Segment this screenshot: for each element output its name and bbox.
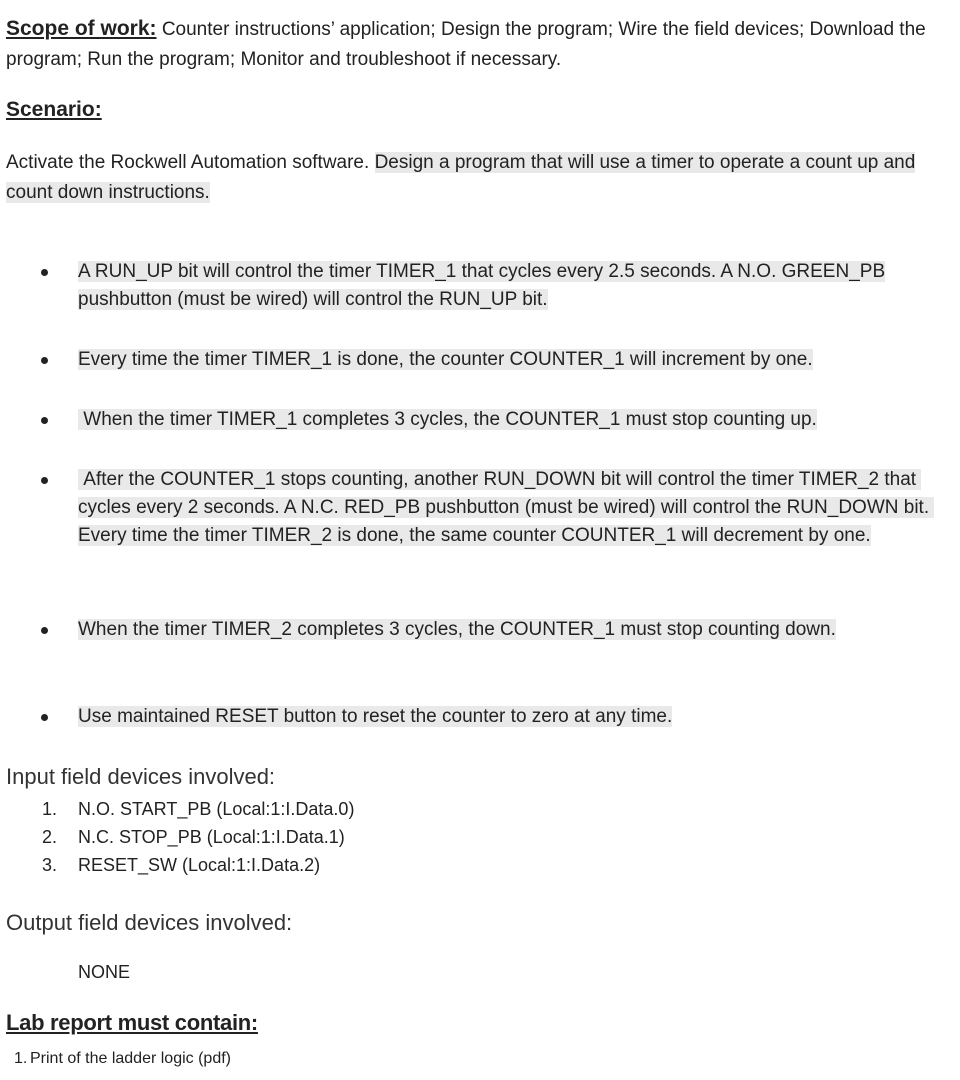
list-item: Use maintained RESET button to reset the counter to zero at any time. bbox=[34, 703, 960, 731]
bullet-icon bbox=[41, 357, 48, 364]
list-item: When the timer TIMER_1 completes 3 cycles, the COUNTER_1 must stop counting up. bbox=[34, 406, 960, 434]
lab-report-heading: Lab report must contain: bbox=[6, 1010, 258, 1035]
list-item: 2. N.C. STOP_PB (Local:1:I.Data.1) bbox=[42, 827, 345, 847]
scope-of-work bbox=[6, 14, 951, 75]
bullet-icon bbox=[41, 714, 48, 721]
intro-plain-text: Activate the Rockwell Automation software. bbox=[6, 152, 375, 173]
list-item: After the COUNTER_1 stops counting, another RUN_DOWN bit will control the timer TIMER_2 that cycles every 2 seconds. A N.C. RED_PB pushbutton (must be wired) will control the RUN_DOWN bit. Every time the timer TIMER_2 is done, the same counter COUNTER_1 will decrement by one. bbox=[34, 466, 960, 550]
bullet-icon bbox=[41, 269, 48, 276]
scope-text: Counter instructions’ application; Design the program; Wire the field devices; Download the program; Run the program; Monitor and troubleshoot if necessary. bbox=[6, 19, 926, 70]
scenario-intro bbox=[6, 148, 951, 208]
list-item: When the timer TIMER_2 completes 3 cycles, the COUNTER_1 must stop counting down. bbox=[34, 616, 960, 644]
bullet-icon bbox=[41, 417, 48, 424]
scenario-heading: Scenario: bbox=[6, 98, 102, 121]
bullet-icon bbox=[41, 477, 48, 484]
list-item: 1. N.O. START_PB (Local:1:I.Data.0) bbox=[42, 799, 355, 819]
input-devices-list bbox=[42, 795, 354, 879]
bullet-icon bbox=[41, 627, 48, 634]
list-item: 1. Print of the ladder logic (pdf) bbox=[14, 1050, 231, 1067]
list-item: 3. RESET_SW (Local:1:I.Data.2) bbox=[42, 855, 321, 875]
input-devices-heading: Input field devices involved: bbox=[6, 764, 276, 789]
scope-heading: Scope of work: bbox=[6, 17, 157, 40]
intro-highlight-text: Design a program that will use a timer to operate a count up and count down instructions. bbox=[6, 152, 916, 203]
list-item: A RUN_UP bit will control the timer TIMER_1 that cycles every 2.5 seconds. A N.O. GREEN_PB pushbutton (must be wired) will control the RUN_UP bit. bbox=[34, 258, 960, 314]
output-devices-heading: Output field devices involved: bbox=[6, 910, 293, 935]
output-devices-value: NONE bbox=[78, 962, 131, 982]
lab-report-list bbox=[14, 1050, 231, 1068]
list-item: Every time the timer TIMER_1 is done, the counter COUNTER_1 will increment by one. bbox=[34, 346, 960, 374]
